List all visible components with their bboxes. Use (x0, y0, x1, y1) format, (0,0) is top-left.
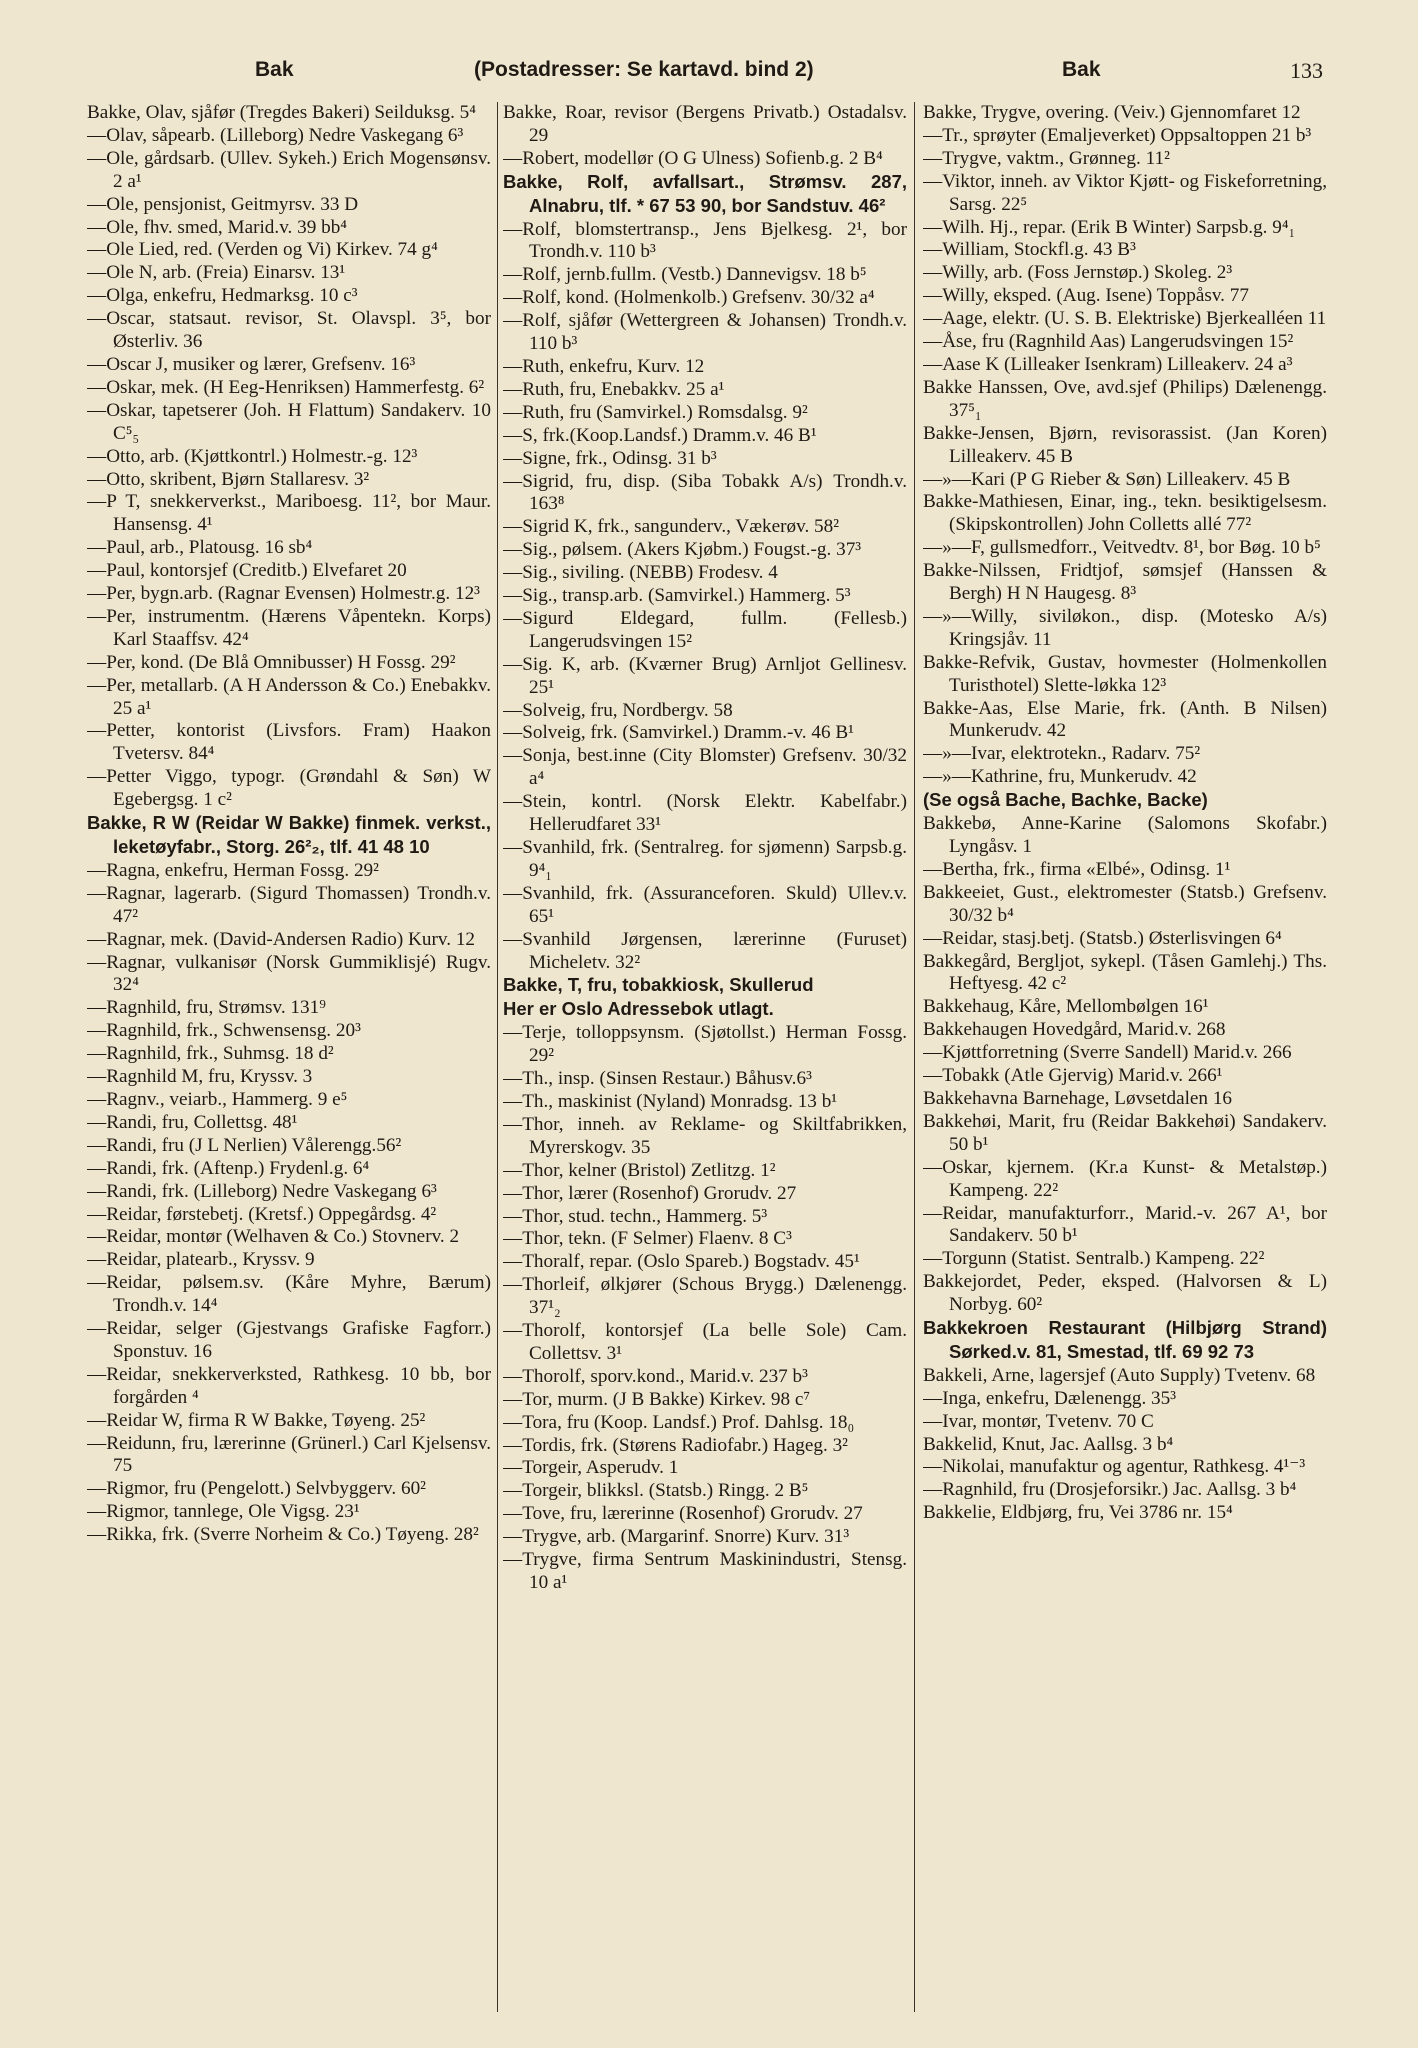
directory-entry: Bakkehavna Barnehage, Løvsetdalen 16 (923, 1087, 1233, 1109)
directory-entry: —Reidar, selger (Gjestvangs Grafiske Fagforr.) Sponstuv. 16 (87, 1318, 491, 1362)
directory-entry: —Sig., pølsem. (Akers Kjøbm.) Fougst.-g. 37³ (503, 539, 862, 561)
directory-entry: —Petter Viggo, typogr. (Grøndahl & Søn) W Egebergsg. 1 c² (87, 766, 491, 811)
directory-entry: Bakke-Mathiesen, Einar, ing., tekn. besiktigelsesm. (Skipskontrollen) John Colletts allé 77² (923, 491, 1327, 536)
directory-entry: —Ruth, fru, Enebakkv. 25 a¹ (503, 378, 725, 400)
directory-entry: —Reidar, stasj.betj. (Statsb.) Østerlisvingen 6⁴ (923, 927, 1282, 949)
directory-entry: —»—Kathrine, fru, Munkerudv. 42 (923, 766, 1197, 788)
directory-entry: —Per, metallarb. (A H Andersson & Co.) Enebakkv. 25 a¹ (87, 674, 491, 719)
directory-entry: —Trygve, arb. (Margarinf. Snorre) Kurv. 31³ (503, 1526, 850, 1548)
directory-entry: —Stein, kontrl. (Norsk Elektr. Kabelfabr.) Hellerudfaret 33¹ (503, 791, 907, 836)
directory-entry: —Reidar, manufakturforr., Marid.-v. 267 A¹, bor Sandakerv. 50 b¹ (923, 1202, 1327, 1247)
directory-entry: —Aage, elektr. (U. S. B. Elektriske) Bjerkealléen 11 (923, 308, 1327, 330)
directory-entry (87, 812, 491, 860)
directory-entry: —Åse, fru (Ragnhild Aas) Langerudsvingen 15² (923, 331, 1294, 353)
directory-entry: Bakke-Jensen, Bjørn, revisorassist. (Jan Koren) Lilleakerv. 45 B (923, 422, 1327, 467)
directory-entry: —Willy, arb. (Foss Jernstøp.) Skoleg. 2³ (923, 262, 1233, 284)
column-divider (914, 102, 915, 2012)
directory-entry: —Oscar, statsaut. revisor, St. Olavspl. 3⁵, bor Østerliv. 36 (87, 308, 491, 353)
directory-entry: —»—Ivar, elektrotekn., Radarv. 75² (923, 743, 1201, 765)
directory-entry: —Reidunn, fru, lærerinne (Grünerl.) Carl Kjelsensv. 75 (87, 1432, 491, 1477)
directory-entry: —Bertha, frk., firma «Elbé», Odinsg. 1¹ (923, 858, 1231, 880)
directory-entry: —Svanhild, frk. (Assuranceforen. Skuld) Ullev.v. 65¹ (503, 882, 907, 927)
directory-entry: —Thor, lærer (Rosenhof) Grorudv. 27 (503, 1182, 797, 1204)
entry-heading: Bakkekroen Restaurant (Hilbjørg Strand) Sørked.v. 81, Smestad, tlf. 69 92 73 (923, 1317, 1327, 1362)
directory-entry: —Oskar, kjernem. (Kr.a Kunst- & Metalstøp.) Kampeng. 22² (923, 1156, 1327, 1201)
directory-entry: —Ragna, enkefru, Herman Fossg. 29² (87, 859, 379, 881)
directory-entry: —Sonja, best.inne (City Blomster) Grefsenv. 30/32 a⁴ (503, 745, 907, 790)
directory-entry: —Thor, tekn. (F Selmer) Flaenv. 8 C³ (503, 1228, 792, 1250)
directory-entry: —Otto, arb. (Kjøttkontrl.) Holmestr.-g. 12³ (87, 445, 418, 467)
directory-entry: —Rolf, blomstertransp., Jens Bjelkesg. 2¹, bor Trondh.v. 110 b³ (503, 218, 907, 263)
directory-entry: —»—Kari (P G Rieber & Søn) Lilleakerv. 45 B (923, 468, 1291, 490)
directory-entry: Bakke-Nilssen, Fridtjof, sømsjef (Hanssen & Bergh) H N Haugesg. 8³ (923, 560, 1327, 605)
directory-entry: —Thor, stud. techn., Hammerg. 5³ (503, 1205, 768, 1227)
directory-entry: Bakke, Trygve, overing. (Veiv.) Gjennomfaret 12 (923, 102, 1301, 123)
directory-entry: —Solveig, frk. (Samvirkel.) Dramm.-v. 46 B¹ (503, 722, 854, 744)
directory-entry (923, 1317, 1327, 1365)
directory-entry: —Torgeir, blikksl. (Statsb.) Ringg. 2 B⁵ (503, 1480, 809, 1502)
directory-entry: Bakkeeiet, Gust., elektromester (Statsb.) Grefsenv. 30/32 b⁴ (923, 881, 1327, 926)
directory-entry: —Wilh. Hj., repar. (Erik B Winter) Sarpsb.g. 9⁴₁ (923, 216, 1296, 238)
directory-entry: —Torgunn (Statist. Sentralb.) Kampeng. 22² (923, 1248, 1265, 1270)
directory-entry: —Olga, enkefru, Hedmarksg. 10 c³ (87, 285, 358, 307)
directory-entry: —Ragnhild, fru, Strømsv. 131⁹ (87, 997, 326, 1019)
directory-entry: —Tora, fru (Koop. Landsf.) Prof. Dahlsg. 18₀ (503, 1411, 855, 1433)
directory-entry: —Trygve, vaktm., Grønneg. 11² (923, 147, 1170, 169)
directory-entry: —Tor, murm. (J B Bakke) Kirkev. 98 c⁷ (503, 1388, 811, 1410)
directory-entry: —Ragnhild, fru (Drosjeforsikr.) Jac. Aallsg. 3 b⁴ (923, 1479, 1297, 1501)
entry-heading: Bakke, Rolf, avfallsart., Strømsv. 287, Alnabru, tlf. * 67 53 90, bor Sandstuv. 46² (503, 170, 907, 216)
directory-entry: —Sig., transp.arb. (Samvirkel.) Hammerg. 5³ (503, 585, 851, 607)
directory-entry: —Oskar, mek. (H Eeg-Henriksen) Hammerfestg. 6² (87, 376, 485, 398)
directory-entry: —Ole, gårdsarb. (Ullev. Sykeh.) Erich Mogensønsv. 2 a¹ (87, 147, 491, 192)
directory-column-1 (87, 102, 491, 2032)
directory-entry: —Ole, pensjonist, Geitmyrsv. 33 D (87, 193, 359, 215)
directory-column-3 (923, 102, 1327, 2032)
directory-entry: Bakkebø, Anne-Karine (Salomons Skofabr.) Lyngåsv. 1 (923, 813, 1327, 857)
directory-entry: Bakkehøi, Marit, fru (Reidar Bakkehøi) Sandakerv. 50 b¹ (923, 1110, 1327, 1155)
column-divider (497, 102, 498, 2012)
entry-heading: Bakke, R W (Reidar W Bakke) finmek. verkst., leketøyfabr., Storg. 26²₂, tlf. 41 48 10 (87, 812, 491, 857)
directory-entry: —Torgeir, Asperudv. 1 (503, 1457, 679, 1479)
directory-entry: —Trygve, firma Sentrum Maskinindustri, Stensg. 10 a¹ (503, 1549, 907, 1593)
directory-entry: —Rigmor, tannlege, Ole Vigsg. 23¹ (87, 1501, 360, 1523)
directory-entry: —Thorleif, ølkjører (Schous Brygg.) Dælenengg. 37¹₂ (503, 1274, 907, 1319)
directory-entry: —Sigurd Eldegard, fullm. (Fellesb.) Langerudsvingen 15² (503, 607, 907, 652)
directory-entry: —Svanhild Jørgensen, lærerinne (Furuset) Micheletv. 32² (503, 928, 907, 973)
directory-entry: —P T, snekkerverkst., Mariboesg. 11², bor Maur. Hansensg. 4¹ (87, 491, 491, 536)
directory-entry: —Reidar, snekkerverksted, Rathkesg. 10 bb, bor forgården ⁴ (87, 1363, 491, 1408)
directory-entry: —Otto, skribent, Bjørn Stallaresv. 3² (87, 468, 370, 490)
directory-entry: —Ruth, fru (Samvirkel.) Romsdalsg. 9² (503, 401, 808, 423)
directory-entry: —S, frk.(Koop.Landsf.) Dramm.v. 46 B¹ (503, 424, 817, 446)
directory-entry: —Reidar, pølsem.sv. (Kåre Myhre, Bærum) Trondh.v. 14⁴ (87, 1272, 491, 1317)
directory-entry: —Terje, tolloppsynsm. (Sjøtollst.) Herman Fossg. 29² (503, 1022, 907, 1067)
directory-entry: —Sigrid, fru, disp. (Siba Tobakk A/s) Trondh.v. 163⁸ (503, 470, 907, 515)
directory-entry: Bakkegård, Bergljot, sykepl. (Tåsen Gamlehj.) Ths. Heftyesg. 42 c² (923, 950, 1327, 995)
directory-entry: —Ragnv., veiarb., Hammerg. 9 e⁵ (87, 1088, 348, 1110)
directory-entry: Bakke-Aas, Else Marie, frk. (Anth. B Nilsen) Munkerudv. 42 (923, 697, 1327, 742)
directory-entry: —Reidar W, firma R W Bakke, Tøyeng. 25² (87, 1409, 426, 1431)
directory-entry: —Aase K (Lilleaker Isenkram) Lilleakerv. 24 a³ (923, 353, 1293, 375)
directory-entry: Bakke Hanssen, Ove, avd.sjef (Philips) Dælenengg. 37⁵₁ (923, 376, 1327, 421)
directory-entry: —Sig., siviling. (NEBB) Frodesv. 4 (503, 562, 778, 584)
directory-entry: Bakkehaugen Hovedgård, Marid.v. 268 (923, 1019, 1226, 1041)
directory-entry (503, 171, 907, 219)
directory-entry: —Randi, frk. (Aftenp.) Frydenl.g. 6⁴ (87, 1157, 370, 1179)
directory-entry: —Nikolai, manufaktur og agentur, Rathkesg. 4¹⁻³ (923, 1456, 1306, 1478)
directory-entry: —Rolf, jernb.fullm. (Vestb.) Dannevigsv. 18 b⁵ (503, 264, 867, 286)
header-center-note: (Postadresser: Se kartavd. bind 2) (474, 58, 814, 81)
directory-entry: —Paul, arb., Platousg. 16 sb⁴ (87, 537, 313, 559)
directory-entry: —Viktor, inneh. av Viktor Kjøtt- og Fiskeforretning, Sarsg. 22⁵ (923, 170, 1327, 215)
directory-entry: —Petter, kontorist (Livsfors. Fram) Haakon Tvetersv. 84⁴ (87, 720, 491, 765)
entry-heading: Bakke, T, fru, tobakkiosk, Skullerud (503, 974, 814, 996)
directory-entry (503, 974, 907, 998)
directory-entry: —Thorolf, sporv.kond., Marid.v. 237 b³ (503, 1365, 808, 1387)
entry-heading: (Se også Bache, Bachke, Backe) (923, 789, 1208, 811)
directory-entry: —»—F, gullsmedforr., Veitvedtv. 8¹, bor Bøg. 10 b⁵ (923, 537, 1321, 559)
directory-entry: —Thor, kelner (Bristol) Zetlitzg. 1² (503, 1159, 776, 1181)
directory-entry: —William, Stockfl.g. 43 B³ (923, 239, 1136, 261)
directory-entry: —Rolf, sjåfør (Wettergreen & Johansen) Trondh.v. 110 b³ (503, 310, 907, 355)
directory-entry: —Per, kond. (De Blå Omnibusser) H Fossg. 29² (87, 651, 456, 673)
page-number: 133 (1290, 58, 1323, 83)
directory-entry: —Ragnar, lagerarb. (Sigurd Thomassen) Trondh.v. 47² (87, 882, 491, 927)
directory-entry: —Kjøttforretning (Sverre Sandell) Marid.v. 266 (923, 1042, 1292, 1064)
directory-entry: —Reidar, platearb., Kryssv. 9 (87, 1249, 315, 1271)
directory-entry: —Tobakk (Atle Gjervig) Marid.v. 266¹ (923, 1065, 1223, 1087)
directory-entry: —Randi, frk. (Lilleborg) Nedre Vaskegang 6³ (87, 1180, 437, 1202)
directory-entry: —Thor, inneh. av Reklame- og Skiltfabrikken, Myrerskogv. 35 (503, 1113, 907, 1158)
directory-entry: —Per, bygn.arb. (Ragnar Evensen) Holmestr.g. 12³ (87, 583, 480, 605)
directory-entry: —Signe, frk., Odinsg. 31 b³ (503, 447, 717, 469)
directory-entry: —Tr., sprøyter (Emaljeverket) Oppsaltoppen 21 b³ (923, 124, 1312, 146)
directory-entry: —Solveig, fru, Nordbergv. 58 (503, 699, 733, 721)
directory-entry: —Randi, fru, Collettsg. 48¹ (87, 1111, 298, 1133)
directory-entry: —Ole N, arb. (Freia) Einarsv. 13¹ (87, 262, 346, 284)
directory-entry: —Thoralf, repar. (Oslo Spareb.) Bogstadv. 45¹ (503, 1251, 860, 1273)
directory-entry: —Ole Lied, red. (Verden og Vi) Kirkev. 74 g⁴ (87, 239, 438, 261)
directory-entry: —Reidar, førstebetj. (Kretsf.) Oppegårdsg. 4² (87, 1203, 437, 1225)
directory-entry: —Paul, kontorsjef (Creditb.) Elvefaret 20 (87, 560, 407, 582)
directory-entry: —Th., maskinist (Nyland) Monradsg. 13 b¹ (503, 1090, 838, 1112)
running-header (90, 58, 1323, 94)
directory-entry: —Ragnhild M, fru, Kryssv. 3 (87, 1066, 313, 1088)
directory-entry: —Th., insp. (Sinsen Restaur.) Båhusv.6³ (503, 1068, 812, 1090)
directory-entry: Bakke, Olav, sjåfør (Tregdes Bakeri) Seilduksg. 5⁴ (87, 102, 476, 123)
directory-entry: —Ivar, montør, Tvetenv. 70 C (923, 1410, 1154, 1432)
directory-entry: Bakkelie, Eldbjørg, fru, Vei 3786 nr. 15⁴ (923, 1502, 1233, 1524)
directory-entry: —Oscar J, musiker og lærer, Grefsenv. 16³ (87, 353, 416, 375)
directory-entry: —Ruth, enkefru, Kurv. 12 (503, 355, 705, 377)
directory-entry: —Willy, eksped. (Aug. Isene) Toppåsv. 77 (923, 285, 1249, 307)
directory-entry (503, 998, 907, 1022)
directory-entry: Bakkeli, Arne, lagersjef (Auto Supply) Tvetenv. 68 (923, 1364, 1316, 1386)
header-left-word: Bak (255, 58, 294, 81)
directory-entry: —Svanhild, frk. (Sentralreg. for sjømenn) Sarpsb.g. 9⁴₁ (503, 837, 907, 881)
directory-entry: —Ole, fhv. smed, Marid.v. 39 bb⁴ (87, 216, 347, 238)
directory-entry: —Rikka, frk. (Sverre Norheim & Co.) Tøyeng. 28² (87, 1524, 479, 1546)
directory-entry: Bakkehaug, Kåre, Mellombølgen 16¹ (923, 996, 1209, 1018)
directory-entry (923, 789, 1327, 813)
directory-entry: —Oskar, tapetserer (Joh. H Flattum) Sandakerv. 10 C⁵₅ (87, 399, 491, 444)
directory-entry: —Thorolf, kontorsjef (La belle Sole) Cam. Collettsv. 3¹ (503, 1320, 907, 1364)
directory-entry: —Rolf, kond. (Holmenkolb.) Grefsenv. 30/32 a⁴ (503, 287, 875, 309)
directory-entry: Bakke-Refvik, Gustav, hovmester (Holmenkollen Turisthotel) Slette-løkka 12³ (923, 651, 1327, 696)
directory-entry: —Ragnhild, frk., Schwensensg. 20³ (87, 1020, 361, 1042)
directory-entry: —Olav, såpearb. (Lilleborg) Nedre Vaskegang 6³ (87, 124, 464, 146)
directory-entry: —Ragnar, mek. (David-Andersen Radio) Kurv. 12 (87, 928, 476, 950)
directory-entry: —Tove, fru, lærerinne (Rosenhof) Grorudv. 27 (503, 1503, 863, 1525)
directory-entry: —Sig. K, arb. (Kværner Brug) Arnljot Gellinesv. 25¹ (503, 653, 907, 698)
directory-entry: —Inga, enkefru, Dælenengg. 35³ (923, 1387, 1176, 1409)
directory-entry: —Ragnhild, frk., Suhmsg. 18 d² (87, 1043, 334, 1065)
directory-entry: —Reidar, montør (Welhaven & Co.) Stovnerv. 2 (87, 1226, 460, 1248)
directory-entry: —Per, instrumentm. (Hærens Våpentekn. Korps) Karl Staaffsv. 42⁴ (87, 605, 491, 650)
directory-entry: Bakkelid, Knut, Jac. Aallsg. 3 b⁴ (923, 1433, 1174, 1455)
directory-entry: —Sigrid K, frk., sangunderv., Vækerøv. 58² (503, 516, 839, 538)
directory-entry: —Robert, modellør (O G Ulness) Sofienb.g. 2 B⁴ (503, 147, 883, 169)
directory-entry: Bakkejordet, Peder, eksped. (Halvorsen & L) Norbyg. 60² (923, 1271, 1327, 1316)
directory-entry: —Randi, fru (J L Nerlien) Vålerengg.56² (87, 1134, 402, 1156)
directory-column-2 (503, 102, 907, 2032)
entry-heading: Her er Oslo Adressebok utlagt. (503, 998, 774, 1020)
directory-entry: —Ragnar, vulkanisør (Norsk Gummiklisjé) Rugv. 32⁴ (87, 951, 491, 996)
directory-entry: —»—Willy, siviløkon., disp. (Motesko A/s) Kringsjåv. 11 (923, 605, 1327, 650)
directory-entry: —Tordis, frk. (Størens Radiofabr.) Hageg. 3² (503, 1434, 848, 1456)
directory-entry: Bakke, Roar, revisor (Bergens Privatb.) Ostadalsv. 29 (503, 102, 907, 146)
directory-entry: —Rigmor, fru (Pengelott.) Selvbyggerv. 60² (87, 1478, 426, 1500)
header-right-word: Bak (1062, 58, 1101, 81)
